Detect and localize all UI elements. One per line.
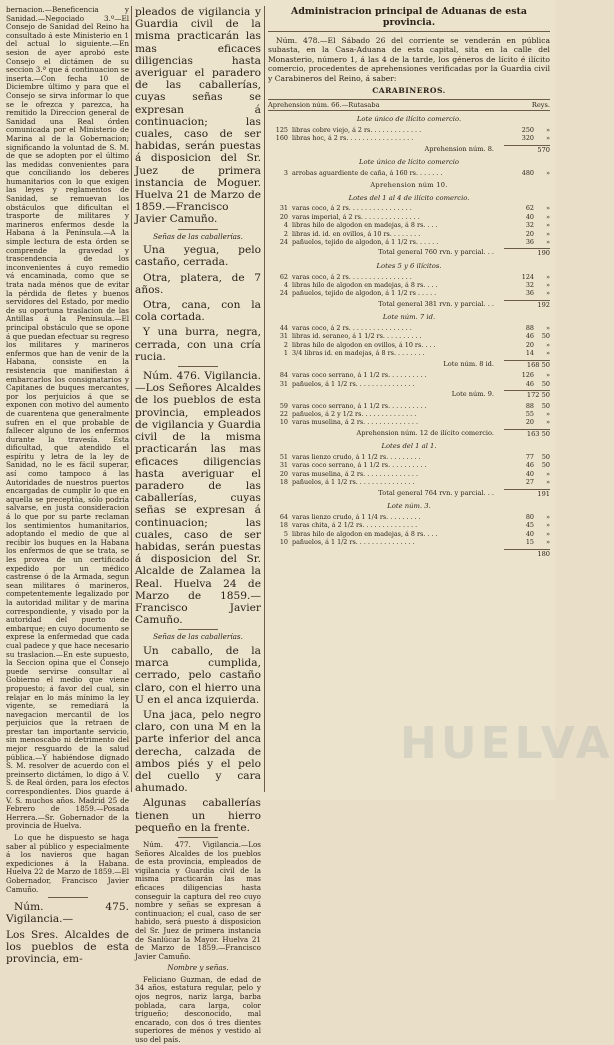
cents-cell: » [546, 204, 550, 213]
quantity-cell: 20 [279, 469, 288, 478]
cents-cell: » [546, 168, 550, 177]
governor-notice-text: Lo que he dispuesto se haga saber al público y especialmente á los navieros que hagan expediciones á la Habana. Huelva 22 de Marzo de 1859.—El Gobernador, Francisco Javier Camuño. [6, 833, 129, 894]
lote-heading: Lotes del 1 al 4 de ilícito comercio. [348, 193, 470, 202]
lote-heading: Lote único de ilícito comercio. [356, 115, 462, 124]
horse-item: Otra, platera, de 7 años. [135, 271, 261, 296]
value-cell: 40 [525, 212, 534, 221]
value-cell: 14 [525, 349, 534, 358]
description-cell: pañuelos, á 1 1/2 rs. . . . . . . . . . . . . . . [292, 478, 415, 487]
description-cell: varas imperial, á 2 rs. . . . . . . . . . . . . . . [292, 212, 420, 221]
value-cell: 55 [525, 410, 534, 419]
rows-a9 [268, 402, 550, 427]
cents-cell: 50 [541, 332, 550, 341]
quantity-cell: 10 [279, 418, 288, 427]
cents-cell: » [546, 538, 550, 547]
table-row [268, 332, 550, 340]
column-rule [131, 6, 132, 792]
value-cell: 80 [525, 512, 534, 521]
table-row [268, 402, 550, 410]
cents-cell: » [546, 229, 550, 238]
total-row: Total general 760 rvn. y parcial. . . 190 [378, 248, 550, 258]
value-cell: 124 [521, 272, 534, 281]
quantity-cell: 31 [279, 332, 288, 341]
description-cell: varas lienzo crudo, á 1 1/4 rs. . . . . . . . . [292, 512, 421, 521]
quantity-cell: 51 [279, 453, 288, 462]
description-cell: varas muselina, á 2 rs. . . . . . . . . . . . . . [292, 418, 419, 427]
total-row: Total general 764 rvn. y parcial. . . 191 [378, 488, 550, 498]
cents-cell: » [546, 289, 550, 298]
description-cell: libras hoc, á 2 rs. . . . . . . . . . . . . . . . . [292, 134, 414, 143]
column-2 [135, 6, 261, 1045]
quantity-cell: 20 [279, 212, 288, 221]
total-row: 180 [268, 549, 550, 559]
table-row [268, 221, 550, 229]
cents-cell: » [546, 272, 550, 281]
quantity-cell: 3 [283, 168, 288, 177]
description-cell: varas muselina, á 2 rs. . . . . . . . . . . . . . [292, 469, 419, 478]
rows-a3 [268, 513, 550, 547]
value-cell: 36 [525, 289, 534, 298]
cents-cell: 50 [541, 453, 550, 462]
cents-cell: » [546, 238, 550, 247]
senas-heading: Señas de las caballerías. [153, 231, 243, 241]
value-cell: 36 [525, 238, 534, 247]
value-cell: 27 [525, 478, 534, 487]
quantity-cell: 1 [283, 349, 288, 358]
rows-a12 [268, 453, 550, 487]
total-row: Total general 381 rvn. y parcial. . . 192 [378, 299, 550, 309]
value-cell: 45 [525, 521, 534, 530]
total-row: Lote núm. 8 id. 168 50 [443, 359, 550, 369]
divider [178, 366, 218, 367]
description-cell: libras id. seraneo, á 1 1/2 rs. . . . . . . . . . [292, 332, 422, 341]
description-cell: libras hilo de algodon en madejas, á 8 rs. . . . [292, 221, 438, 230]
column-rule [264, 6, 265, 792]
table-row [268, 461, 550, 469]
quantity-cell: 44 [279, 324, 288, 333]
value-cell: 77 [525, 453, 534, 462]
description-cell: varas coco, á 2 rs. . . . . . . . . . . . . . . . [292, 204, 412, 213]
customs-title: Administracion principal de Aduanas de esta provincia. [268, 6, 550, 32]
quantity-cell: 62 [279, 272, 288, 281]
cents-cell: 50 [541, 379, 550, 388]
rows-a8 [268, 169, 550, 177]
royal-order-text: bernacion.—Beneficencia y Sanidad.—Negociado 3.º—El Consejo de Sanidad del Reino ha consultado á este Ministerio en 1 del actual lo siguiente.—En sesion de ayer aprobó este Consejo el dictámen de su seccion 3.ª que á continuacion se inserta.—Con fecha 10 de Diciembre último y para que el Consejo se sirva informar lo que se le ofrezca y parezca, ha remitido la Direccion general de Sanidad una Real órden comunicada por el Ministerio de Marina al de la Gobernacion; significando la voluntad de S. M. de que se adopten por el último las medidas convenientes para que conciliando los deberes humanitarios con lo que exigen las leyes y reglamentos de Sanidad, se remuevan los obstáculos que dificultan el trasporte de militares y marineros enfermos desde la Habana á la Península.—A la simple lectura de esta órden se comprende la gravedad y trascendencia de los inconvenientes á cuyo remedio vá encaminada, como que se trata nada ménos que de evitar la pérdida de fletes y buenos servidores del Estado, por medio de su oportuna traslacion de las Antillas á la Península.—El principal obstáculo que se opone á que puedan efectuar su regreso los militares y marineros enfermos que han de venir de la Habana, consiste en la resistencia que manifiestan á embarcarlos los consignatarios y Capitanes de buques mercantes, por los perjuicios á que se exponen con motivo del aumento de cuarentena que generalmente sufren en el que probable de fallecer alguno de los enfermos durante la travesía. Esta dificultad, que atendido el espíritu y letra de la ley de Sanidad, no le es fácil superar, así como tampoco á las Autoridades de nuestros puertos encargadas de cumplir lo que en aquella se preceptúa, sólo podría salvarse, en justa consideracion á lo que por su parte reclaman los sentimientos humanitarios, adoptando el medio de que al recibir los buques en la Habana los enfermos de que se trata, se les provea de un certificado expedido por un médico castrense ó de la Armada, segun sean militares ó marineros, competentemente legalizado por la autoridad militar y de marina correspondiente, y visado por la autoridad del puerto de embarque; en cuyo documento se exprese la enfermedad que cada cual padece y que hace necesario su traslacion.—En este supuesto, la Seccion opina que el Consejo puede servirse consultar al Gobierno el medio que viene propuesto; á favor del cual, sin relajar en lo más mínimo la ley vigente, se remediará la navegacion mercantil de los perjuicios que la retraen de prestar tan importante servicio, sin menoscabo ni detrimento del mejor resguardo de la salud pública.—Y habiéndose dignado S. M. resolver de acuerdo con el preinserto dictámen, lo digo á V. S. de Real órden, para los efectos correspondientes. Dios guarde á V. S. muchos años. Madrid 25 de Febrero de 1859.—Posada Herrera.—Sr. Gobernador de la provincia de Huelva. [6, 5, 129, 831]
quantity-cell: 59 [279, 401, 288, 410]
cents-cell: » [546, 340, 550, 349]
quantity-cell: 10 [279, 538, 288, 547]
cents-cell: » [546, 324, 550, 333]
column-3 [268, 6, 614, 796]
cents-cell: » [546, 512, 550, 521]
table-row [268, 238, 550, 246]
quantity-cell: 22 [279, 410, 288, 419]
cents-cell: » [546, 371, 550, 380]
value-cell: 32 [525, 221, 534, 230]
table-row [268, 341, 550, 349]
horse-item: Otra, cana, con la cola cortada. [135, 299, 261, 324]
table-row [268, 213, 550, 221]
total-row: Aprehension núm. 12 de ilícito comercio. 163 50 [356, 428, 550, 438]
horse-item: Una yegua, pelo castaño, cerrada. [135, 244, 261, 269]
table-row [268, 126, 550, 134]
notice-477-text: Núm. 477. Vigilancia.—Los Señores Alcaldes de los pueblos de esta provincia, empleados de vigilancia y Guardia civil de la misma practicarán las mas eficaces diligencias hasta conseguir la captura del reo cuyo nombre y señas se expresan á continuacion; el cual, caso de ser habido, será puesto á disposicion del Sr. Juez de primera instancia de Sanlúcar la Mayor. Huelva 21 de Marzo de 1859.—Francisco Javier Camuño. [135, 839, 261, 961]
cents-cell: » [546, 469, 550, 478]
description-cell: varas coco serrano, á 1 1/2 rs. . . . . . . . . . [292, 461, 427, 470]
lote-heading: Lotes del 1 al 1. [381, 442, 437, 451]
table-row [268, 281, 550, 289]
notice-475-head: Núm. 475. Vigilancia.— [6, 901, 129, 926]
aprehension-heading: Aprehension núm 10. [370, 181, 448, 190]
description-cell: pañuelos, á 1 1/2 rs. . . . . . . . . . . . . . . [292, 379, 415, 388]
notice-475-continued: pleados de vigilancia y Guardia civil de la misma practicarán las mas eficaces diligencias hasta averiguar el paradero de las caballerías, cuyas señas se expresan á continuacion; las cuales, caso de ser habidas, serán puestas á disposicion del Sr. Juez de primera instancia de Moguer. Huelva 21 de Marzo de 1859.—Francisco Javier Camuño. [135, 6, 261, 226]
lote-heading: Lotes 5 y 6 ilícitos. [376, 262, 442, 271]
value-cell: 46 [525, 461, 534, 470]
fugitive-description: Feliciano Guzman, de edad de 34 años, estatura regular, pelo y ojos negros, nariz larga, barba poblada, cara larga, color trigueño; desconocido, mal encarado, con dos ó tres dientes superiores de ménos y vestido al uso del país. [135, 974, 261, 1045]
value-cell: 88 [525, 324, 534, 333]
rows-a8b [268, 371, 550, 388]
value-cell: 46 [525, 332, 534, 341]
description-cell: varas coco, á 2 rs. . . . . . . . . . . . . . . . [292, 272, 412, 281]
quantity-cell: 4 [283, 221, 288, 230]
table-row [268, 538, 550, 546]
senas-heading: Nombre y señas. [167, 963, 229, 973]
description-cell: libras hilo de algodon en ovillos, á 10 rs. . . . [292, 340, 436, 349]
table-row [268, 478, 550, 486]
lote-heading: Lote núm. 3. [387, 502, 431, 511]
value-cell: 20 [525, 418, 534, 427]
quantity-cell: 2 [283, 340, 288, 349]
table-row [268, 204, 550, 212]
column-1 [6, 5, 129, 965]
divider [178, 229, 218, 230]
lote-heading: Lote único de lícito comercio [358, 158, 460, 167]
cents-cell: » [546, 212, 550, 221]
table-row [268, 349, 550, 357]
rows-a7 [268, 324, 550, 358]
quantity-cell: 2 [283, 229, 288, 238]
quantity-cell: 5 [283, 529, 288, 538]
quantity-cell: 31 [279, 204, 288, 213]
cents-cell: 50 [541, 461, 550, 470]
table-row [268, 371, 550, 379]
table-row [268, 418, 550, 426]
table-row [268, 530, 550, 538]
description-cell: varas coco serrano, á 1 1/2 rs. . . . . . . . . . [292, 401, 427, 410]
quantity-cell: 31 [279, 379, 288, 388]
header-right: Reys. [531, 100, 550, 109]
table-row [268, 380, 550, 388]
description-cell: libras hilo de algodon en madejas, á 8 rs. . . . [292, 281, 438, 290]
table-row [268, 169, 550, 177]
rows-a66 [268, 126, 550, 143]
table-row [268, 230, 550, 238]
value-cell: 20 [525, 340, 534, 349]
table-row [268, 513, 550, 521]
quantity-cell: 160 [275, 134, 288, 143]
watermark-text: HUELVA [400, 718, 614, 769]
divider [48, 897, 88, 898]
value-cell: 88 [525, 401, 534, 410]
auction-notice: Núm. 478.—El Sábado 26 del corriente se venderán en pública subasta, en la Casa-Aduana de esta capital, sita en la calle del Monasterio, número 1, á las 4 de la tarde, los géneros de lícito é ilícito comercio, procedentes de aprehensiones verificadas por la Guardia civil y Carabineros del Reino, á saber: [268, 36, 550, 83]
cents-cell: » [546, 521, 550, 530]
description-cell: pañuelos, á 2 y 1/2 rs. . . . . . . . . . . . . . [292, 410, 417, 419]
divider [178, 837, 218, 838]
senas-heading: Señas de las caballerías. [153, 632, 243, 642]
table-row [268, 453, 550, 461]
value-cell: 20 [525, 229, 534, 238]
rows-a10 [268, 204, 550, 246]
description-cell: 3/4 libras id. en madejas, á 8 rs. . . . . . . . [292, 349, 425, 358]
notice-476-text: Núm. 476. Vigilancia.—Los Señores Alcaldes de los pueblos de esta provincia, empleados de vigilancia y Guardia civil de la misma practicarán las mas eficaces diligencias hasta averiguar el paradero de las caballerías, cuyas señas se expresan á continuacion; las cuales, caso de ser habidas, serán puestas á disposicion del Sr. Alcalde de Zalamea la Real. Huelva 24 de Marzo de 1859.—Francisco Javier Camuño. [135, 370, 261, 627]
quantity-cell: 125 [275, 125, 288, 134]
description-cell: libras hilo de algodon en madejas, á 8 rs. . . . [292, 529, 438, 538]
value-cell: 15 [525, 538, 534, 547]
value-cell: 480 [521, 168, 534, 177]
total-row: Aprehension núm. 8. 570 [424, 144, 550, 154]
cents-cell: » [546, 349, 550, 358]
cents-cell: » [546, 281, 550, 290]
description-cell: varas coco, á 2 rs. . . . . . . . . . . . . . . . [292, 324, 412, 333]
description-cell: libras id. id. en ovillos, á 10 rs. . . . . . . . [292, 229, 421, 238]
table-row [268, 521, 550, 529]
description-cell: pañuelos, tejido de algodon, á 1 1/2 rs . . . . . [292, 289, 437, 298]
notice-475-text: Los Sres. Alcaldes de los pueblos de esta provincia, em- [6, 928, 129, 965]
quantity-cell: 18 [279, 521, 288, 530]
cents-cell: » [546, 418, 550, 427]
carabineros-heading: CARABINEROS. [372, 86, 446, 96]
total-row: Lote núm. 9. 172 50 [451, 390, 550, 400]
quantity-cell: 18 [279, 478, 288, 487]
table-row [268, 289, 550, 297]
table-header [268, 99, 550, 112]
description-cell: pañuelos, á 1 1/2 rs. . . . . . . . . . . . . . . [292, 538, 415, 547]
header-left: Aprehension núm. 66.—Rutasaba [268, 100, 380, 109]
quantity-cell: 4 [283, 281, 288, 290]
description-cell: libras cobre viejo, á 2 rs. . . . . . . . . . . . . [292, 125, 422, 134]
value-cell: 62 [525, 204, 534, 213]
value-cell: 46 [525, 379, 534, 388]
cents-cell: » [546, 134, 550, 143]
cents-cell: » [546, 410, 550, 419]
horse-item: Un caballo, de la marca cumplida, cerrado, pelo castaño claro, con el hierro una U en el anca izquierda. [135, 644, 261, 706]
description-cell: arrobas aguardiente de caña, á 160 rs. . . . . . . [292, 168, 443, 177]
table-row [268, 134, 550, 142]
description-cell: varas coco serrano, á 1 1/2 rs. . . . . . . . . . [292, 371, 427, 380]
horse-item: Algunas caballerías tienen un hierro pequeño en la frente. [135, 797, 261, 834]
table-row [268, 470, 550, 478]
description-cell: varas lienzo crudo, á 1 1/2 rs. . . . . . . . . [292, 453, 421, 462]
value-cell: 320 [521, 134, 534, 143]
value-cell: 40 [525, 529, 534, 538]
value-cell: 126 [521, 371, 534, 380]
table-row [268, 410, 550, 418]
quantity-cell: 31 [279, 461, 288, 470]
table-row [268, 324, 550, 332]
cents-cell: » [546, 529, 550, 538]
description-cell: varas chita, á 2 1/2 rs. . . . . . . . . . . . . . [292, 521, 418, 530]
quantity-cell: 24 [279, 289, 288, 298]
value-cell: 32 [525, 281, 534, 290]
cents-cell: » [546, 478, 550, 487]
value-cell: 250 [521, 125, 534, 134]
quantity-cell: 24 [279, 238, 288, 247]
table-row [268, 273, 550, 281]
lote-heading: Lote núm. 7 id. [382, 313, 436, 322]
quantity-cell: 64 [279, 512, 288, 521]
cents-cell: » [546, 125, 550, 134]
cents-cell: » [546, 221, 550, 230]
description-cell: pañuelos, tejido de algodon, á 1 1/2 rs. . . . . . [292, 238, 439, 247]
value-cell: 40 [525, 469, 534, 478]
horse-item: Una jaca, pelo negro claro, con una M en la parte inferior del anca derecha, calzada de ambos piés y el pelo del cuello y cara ahumado. [135, 708, 261, 795]
divider [178, 629, 218, 630]
horse-item: Y una burra, negra, cerrada, con una cría rucia. [135, 326, 261, 363]
cents-cell: 50 [541, 401, 550, 410]
rows-a56 [268, 273, 550, 298]
quantity-cell: 84 [279, 371, 288, 380]
